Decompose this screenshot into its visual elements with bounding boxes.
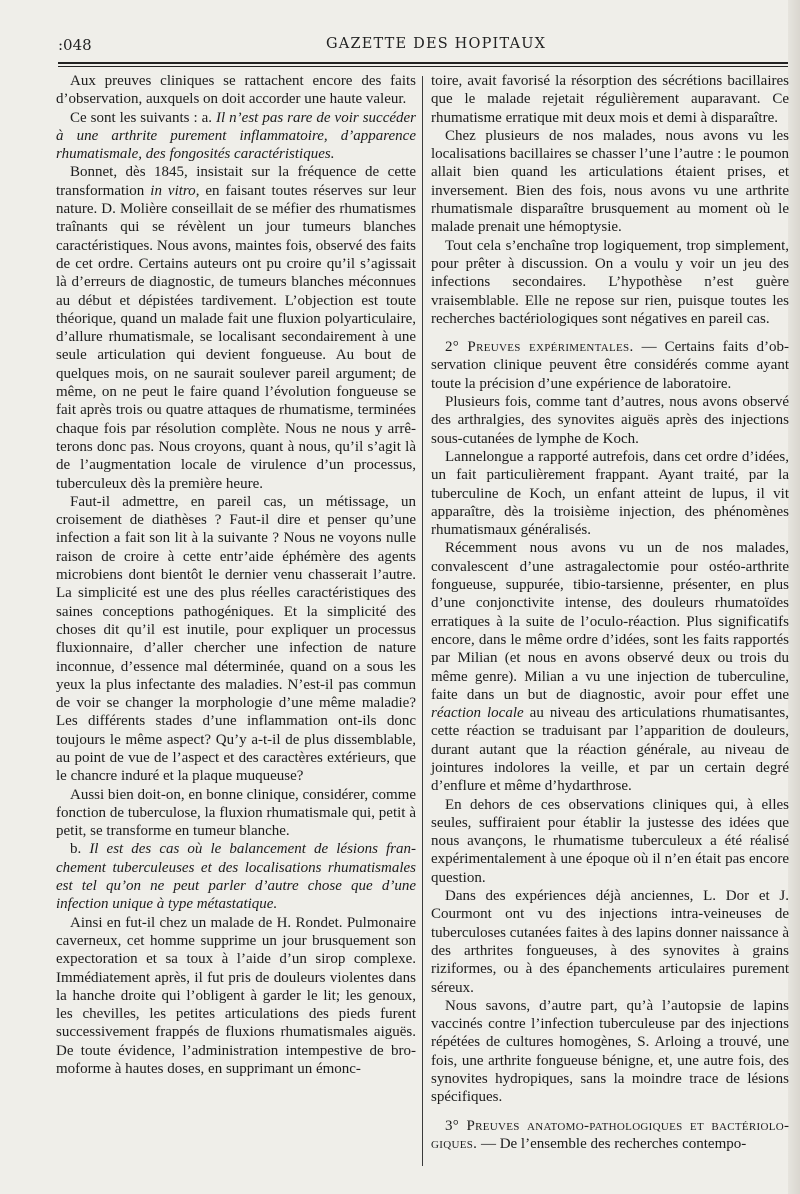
paragraph: Dans des expériences déjà anciennes, L. Dor et J. Courmont ont vu des injections intra-veineuses de tuberculoses cutanées faites à des lapins donner naissance à des arthrites fongueuses, à des synovites à grains riziformes, ou à des épanchements articulaires purement séreux. [431, 888, 789, 996]
section-heading: 3° Preuves anatomo-pathologiques et bactériologiques. [431, 1117, 789, 1152]
text-run: — Certains faits d’observation clinique peuvent être considérés comme ayant toute la précision d’une expérience de laboratoire. [431, 339, 789, 392]
italic-text: Il est des cas où le balancement de lésions franchement tuberculeuses et des localisations rhumatismales est tel qu’on ne peut parler d’autre chose que d’une infection unique à type métastatique. [56, 841, 416, 913]
italic-text: réaction locale [431, 705, 524, 722]
paragraph [56, 840, 416, 913]
column-divider [422, 76, 423, 1166]
text-run: Récemment nous avons vu un de nos malades, convalescent d’une astragalectomie pour ostéo-arthrite fongueuse, suppurée, tibio-tarsienne, présenter, en plus d’une conjonctivite intense, des douleurs rhumatoïdes erratiques à la suite de l’oculo-réaction. Plus significatifs encore, dans le même ordre d’idées, sont les faits rapportés par Milian (et nous en avons observé deux ou trois du même genre). Milian a vu une injection de tuberculine, faite dans un but de diagnostic, avoir pour effet une [431, 540, 789, 703]
paragraph [431, 539, 789, 795]
journal-title: GAZETTE DES HOPITAUX [326, 36, 547, 52]
italic-text: in vitro [150, 182, 196, 199]
page-edge [788, 0, 800, 1194]
text-run: Bonnet, dès 1845, insistait sur la fréquence de cette transformation [56, 164, 416, 199]
paragraph: Nous savons, d’autre part, qu’à l’autopsie de lapins vaccinés contre l’infection tuberculeuse par des injections répétées de cultures homogènes, S. Arloing a trouvé, une fois, une arthrite fongueuse bénigne, et, une autre fois, des synovites hydropiques, sans la moindre trace de lésions spécifiques. [431, 997, 789, 1106]
section-heading: 2° Preuves expérimentales. [445, 339, 634, 356]
text-run: b. [70, 841, 90, 858]
paragraph: Lannelongue a rapporté autrefois, dans cet ordre d’idées, un fait particulièrement frappant. Ayant traité, par la tuberculine de Koch, un enfant atteint de lupus, il vit apparaître, dès la troisième injection, des phénomènes rhumatismaux généralisés. [431, 448, 789, 539]
right-column [431, 72, 789, 1153]
section-heading-paragraph [431, 338, 789, 393]
header-rule-thick [58, 62, 788, 64]
text-run: au niveau des articulations rhumatisantes, cette réaction se traduisant par l’apparition de douleurs, durant autant que la réaction générale, au niveau de jointures indolores la veille, et par un certain degré d’enflure et même d’hydarthrose. [431, 705, 790, 795]
page-number: :048 [58, 36, 92, 54]
paragraph [56, 109, 416, 164]
paragraph: Faut-il admettre, en pareil cas, un métissage, un croisement de diathèses ? Faut-il dire et penser qu’une infection a fait son lit à la suivante ? Nous ne voyons nulle raison de croire à cette entr’aide éphémère des agents microbiens dont bientôt le dernier venu chasserait l’autre. La simplicité est une des plus réelles caractéristiques des saines conceptions pathogéniques. Et la simplicité des choses dit qu’il est inutile, pour expliquer un processus fluxionnaire, d’aller chercher une infection de nature inconnue, d’essence mal déterminée, quand on a sous les yeux la plus infectante des maladies. N’est-il pas commun de voir se changer la morphologie d’une même maladie? Les différents stades d’une inflammation ont-ils donc toujours le même aspect? Qu’y a-t-il de plus dissemblable, au point de vue de l’aspect et des caractères extérieurs, que le chancre induré et la plaque muqueuse? [56, 493, 416, 785]
text-run: , en faisant toutes réserves sur leur nature. D. Molière conseillait de se méfier des rhumatismes traînants qui se révèlent un jour tumeurs blanches caractéristiques. Nous avons, maintes fois, observé des faits de cet ordre. Certains auteurs ont pu croire qu’il s’agissait là d’erreurs de diagnostic, de tumeurs blanches méconnues au début et dépistées tardivement. L’objection est toute théorique, quand un malade fait une fluxion polyarticulaire, d’allure rhumatismale, se localisant secondairement à une seule articulation qui devient fongueuse. Au bout de quelques mois, on ne saurait soulever pareil argument; de même, on ne peut le faire quand l’évolution fongueuse se fait après trois ou quatre attaques de rhumatisme, terminées chaque fois par résolution complète. Nous ne nous y arrêterons donc pas. Nous croyons, quant à nous, qu’il s’agit là de l’augmentation locale de virulence d’un processus, tuberculeux dès la première heure. [56, 182, 416, 492]
paragraph: Aux preuves cliniques se rattachent encore des faits d’observation, auxquels on doit accorder une haute valeur. [56, 73, 416, 108]
page-header [58, 34, 788, 60]
paragraph [56, 163, 416, 492]
text-run: Ce sont les suivants : a. [70, 109, 217, 126]
header-rule-thin [58, 66, 788, 67]
paragraph: En dehors de ces observations cliniques qui, à elles seules, suffiraient pour établir la justesse des idées que nous avançons, le rhumatisme tuberculeux a été réalisé expérimentalement à une époque où il n’en était pas encore question. [431, 796, 789, 886]
paragraph: Plusieurs fois, comme tant d’autres, nous avons observé des arthralgies, des synovites aiguës après des injections sous-cutanées de lymphe de Koch. [431, 394, 789, 447]
paragraph: Aussi bien doit-on, en bonne clinique, considérer, comme fonction de tuberculose, la fluxion rhumatismale qui, petit à petit, se transforme en tumeur blanche. [56, 786, 416, 840]
paragraph: toire, avait favorisé la résorption des sécrétions bacillaires que le malade rejetait régulièrement auparavant. Ce rhumatisme erratique mit deux mois et demi à disparaître. [431, 73, 789, 126]
left-column [56, 72, 416, 1078]
paragraph: Chez plusieurs de nos malades, nous avons vu les localisations bacillaires se chasser l’une l’autre : le poumon allait bien quand les articulations étaient prises, et inversement. Bien des fois, nous avons vu une arthrite rhumatismale disparaître brusquement au moment où le malade prenait une hémoptysie. [431, 127, 789, 236]
italic-text: Il n’est pas rare de voir succéder à une arthrite purement inflammatoire, d’apparence rhumatismale, des fongosités caractéristiques. [56, 109, 417, 163]
paragraph: Tout cela s’enchaîne trop logiquement, trop simplement, pour prêter à discussion. On a voulu y voir un jeu des infections secondaires. L’hypothèse n’est guère vraisemblable. Elle ne repose sur rien, puisque toutes les recherches bactériologiques sont négatives en pareil cas. [431, 237, 789, 327]
section-heading-paragraph [431, 1117, 789, 1154]
text-run: — De l’ensemble des recherches contempo- [477, 1135, 747, 1152]
paragraph: Ainsi en fut-il chez un malade de H. Rondet. Pulmonaire caverneux, cet homme supprime un jour brusquement son expectoration et sa toux à l’aide d’un sirop complexe. Immédiatement après, il fut pris de douleurs violentes dans la hanche droite qui l’obligent à garder le lit; les genoux, les chevilles, les petites articulations des pieds furent successivement frappés de fluxions rhumatismales aiguës. De toute évidence, l’administration intempestive de bromoforme à hautes doses, en supprimant un émonc- [56, 914, 416, 1078]
